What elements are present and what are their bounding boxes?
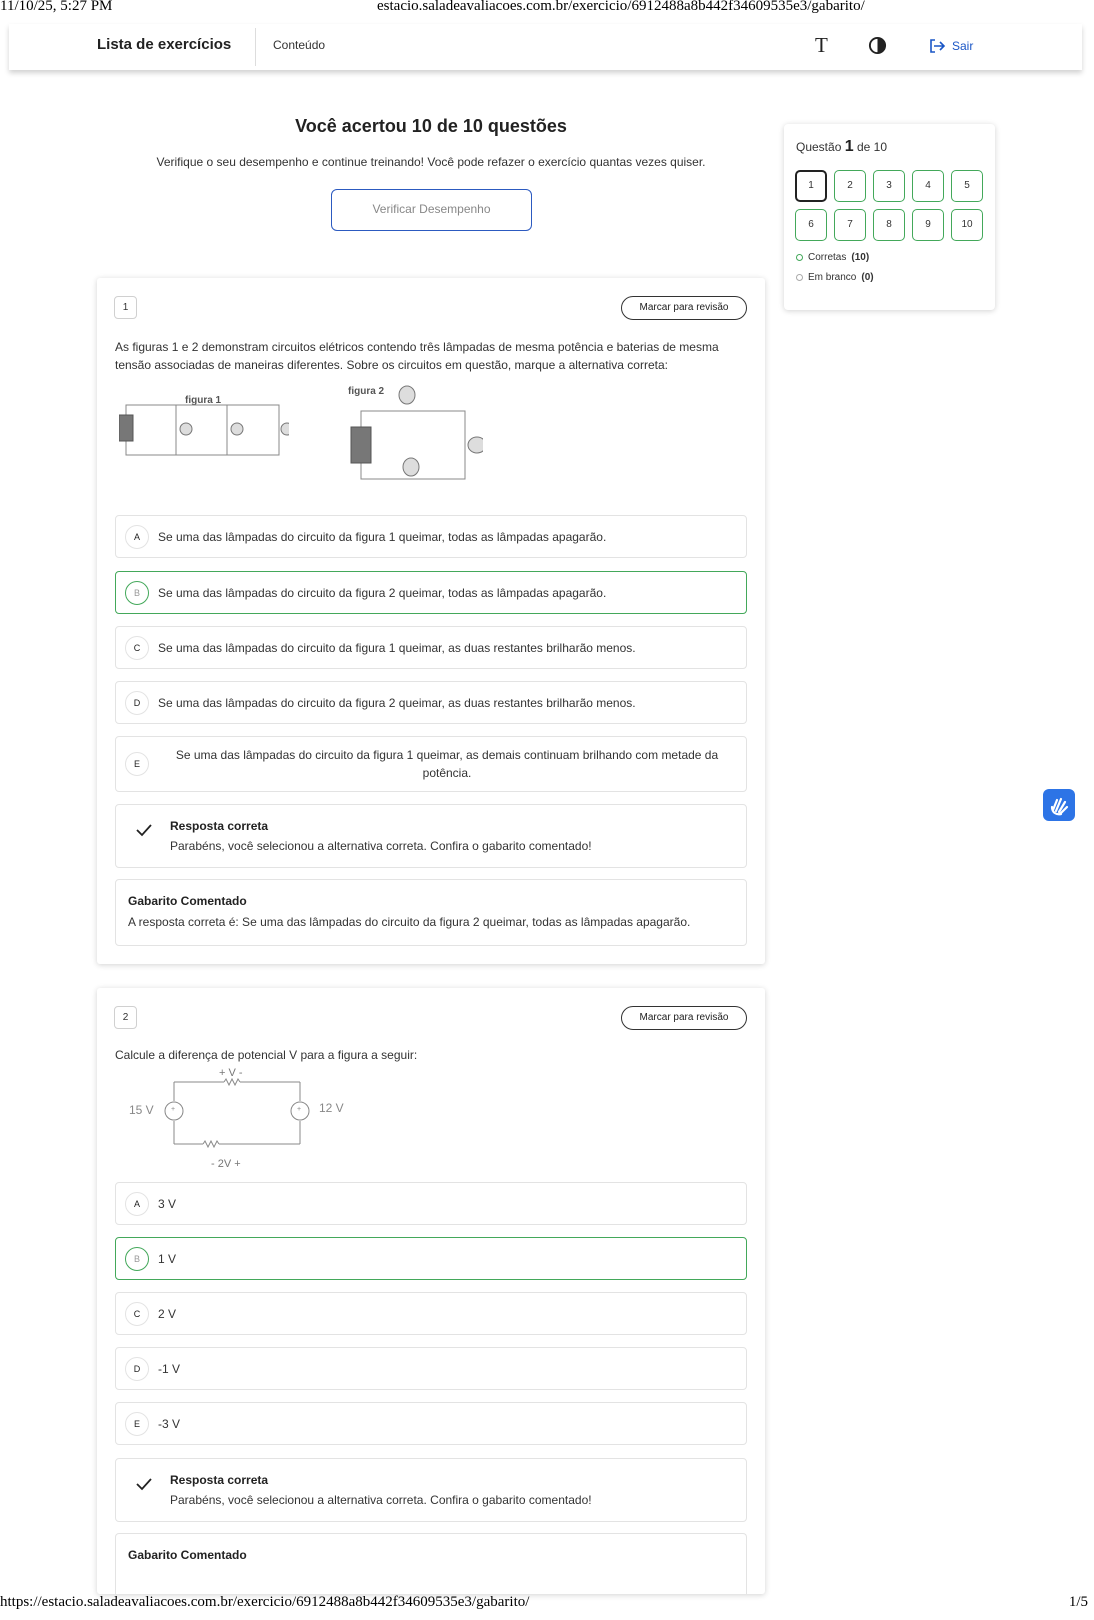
option-e[interactable] [115, 736, 747, 792]
legend-correct-label: Corretas [808, 252, 847, 263]
figure-top-label: + V - [219, 1067, 243, 1079]
navigator-prefix: Questão [796, 140, 842, 154]
commented-answer-box [115, 1533, 747, 1594]
option-text: Se uma das lâmpadas do circuito da figura 1 queimar, todas as lâmpadas apagarão. [158, 529, 607, 544]
gabarito-title: Gabarito Comentado [128, 894, 247, 908]
option-letter: A [125, 525, 149, 549]
question-nav-button[interactable]: 9 [912, 209, 944, 241]
option-letter: B [125, 1247, 149, 1271]
feedback-title: Resposta correta [170, 1473, 269, 1487]
figure2-label: figura 2 [348, 386, 385, 397]
option-a[interactable] [115, 1182, 747, 1225]
logout-button[interactable] [928, 35, 973, 57]
blank-dot-icon [796, 274, 803, 281]
gabarito-text: A resposta correta é: Se uma das lâmpadas do circuito da figura 2 queimar, todas as lâmpadas apagarão. [128, 915, 691, 929]
option-b[interactable] [115, 1237, 747, 1280]
nav-divider [255, 28, 256, 66]
option-text: Se uma das lâmpadas do circuito da figura 1 queimar, as demais continuam brilhando com metade da potência. [175, 748, 719, 780]
navigator-suffix: de 10 [856, 140, 887, 154]
svg-text:+: + [297, 1106, 302, 1113]
question-navigator [784, 124, 995, 310]
figure-right-source: 12 V [319, 1101, 344, 1115]
question-card-1 [97, 278, 765, 964]
option-text: Se uma das lâmpadas do circuito da figura 1 queimar, as duas restantes brilharão menos. [158, 640, 636, 655]
option-text: -3 V [158, 1416, 181, 1431]
circuit-figure-voltage [129, 1066, 359, 1176]
feedback-title: Resposta correta [170, 819, 269, 833]
question-nav-button[interactable]: 8 [873, 209, 905, 241]
contrast-icon[interactable] [868, 36, 887, 55]
option-letter: C [125, 636, 149, 660]
legend-blank [796, 272, 874, 283]
legend-blank-count: (0) [861, 272, 874, 283]
result-subtitle: Verifique o seu desempenho e continue treinando! Você pode refazer o exercício quantas vezes quiser. [156, 155, 706, 169]
option-letter: E [125, 752, 149, 776]
result-title: Você acertou 10 de 10 questões [295, 116, 567, 136]
print-url: estacio.saladeavaliacoes.com.br/exercicio/6912488a8b442f34609535e3/gabarito/ [377, 0, 865, 14]
question-nav-button[interactable]: 4 [912, 170, 944, 202]
feedback-text: Parabéns, você selecionou a alternativa correta. Confira o gabarito comentado! [170, 839, 592, 853]
question-nav-button[interactable]: 2 [834, 170, 866, 202]
mark-review-button[interactable]: Marcar para revisão [621, 296, 747, 320]
option-letter: D [125, 1357, 149, 1381]
page-title: Lista de exercícios [97, 36, 232, 53]
option-letter: C [125, 1302, 149, 1326]
feedback-box [115, 1458, 747, 1522]
print-page-number: 1/5 [1068, 1594, 1088, 1610]
content-link[interactable]: Conteúdo [273, 38, 326, 52]
font-size-icon[interactable]: T [815, 33, 828, 57]
verify-performance-button[interactable]: Verificar Desempenho [331, 189, 532, 231]
legend-blank-label: Em branco [808, 272, 857, 283]
option-d[interactable] [115, 681, 747, 724]
question-text: Calcule a diferença de potencial V para a figura a seguir: [115, 1048, 418, 1062]
option-e[interactable] [115, 1402, 747, 1445]
top-navbar [9, 24, 1082, 70]
figure1-label: figura 1 [185, 395, 222, 406]
feedback-box [115, 804, 747, 868]
question-nav-button[interactable]: 5 [951, 170, 983, 202]
question-nav-button[interactable]: 7 [834, 209, 866, 241]
option-letter: D [125, 691, 149, 715]
figure-bottom-label: - 2V + [211, 1158, 241, 1170]
question-number: 2 [114, 1006, 137, 1029]
svg-text:+: + [171, 1106, 176, 1113]
option-text: -1 V [158, 1361, 181, 1376]
commented-answer-box [115, 879, 747, 946]
print-footer-url: https://estacio.saladeavaliacoes.com.br/exercicio/6912488a8b442f34609535e3/gabarito/ [0, 1594, 530, 1610]
check-icon [135, 1477, 153, 1491]
circuit-figure-1 [119, 383, 289, 465]
logout-label: Sair [952, 39, 974, 53]
accessibility-button[interactable] [1043, 789, 1075, 821]
option-text: 1 V [158, 1251, 177, 1266]
question-nav-button[interactable]: 3 [873, 170, 905, 202]
legend-correct [796, 252, 869, 263]
correct-dot-icon [796, 254, 803, 261]
mark-review-button[interactable]: Marcar para revisão [621, 1006, 747, 1030]
option-text: 3 V [158, 1196, 177, 1211]
option-b[interactable] [115, 571, 747, 614]
check-icon [135, 823, 153, 837]
question-number: 1 [114, 296, 137, 319]
feedback-text: Parabéns, você selecionou a alternativa correta. Confira o gabarito comentado! [170, 1493, 592, 1507]
question-nav-button[interactable]: 1 [795, 170, 827, 202]
figure-left-source: 15 V [129, 1103, 154, 1117]
option-c[interactable] [115, 626, 747, 669]
option-a[interactable] [115, 515, 747, 558]
legend-correct-count: (10) [851, 252, 870, 263]
print-header [0, 0, 1094, 16]
logout-icon [928, 38, 946, 54]
question-card-2 [97, 988, 765, 1594]
circuit-figure-2 [343, 383, 483, 483]
option-letter: A [125, 1192, 149, 1216]
navigator-header [796, 138, 887, 156]
question-text: As figuras 1 e 2 demonstram circuitos elétricos contendo três lâmpadas de mesma potência e baterias de mesma tensão associadas de maneiras diferentes. Sobre os circuitos em questão, marque a alternativa correta: [115, 340, 719, 372]
print-datetime: 11/10/25, 5:27 PM [0, 0, 113, 14]
option-d[interactable] [115, 1347, 747, 1390]
option-text: Se uma das lâmpadas do circuito da figura 2 queimar, as duas restantes brilharão menos. [158, 695, 636, 710]
question-nav-button[interactable]: 10 [951, 209, 983, 241]
option-text: Se uma das lâmpadas do circuito da figura 2 queimar, todas as lâmpadas apagarão. [158, 585, 607, 600]
option-c[interactable] [115, 1292, 747, 1335]
question-nav-button[interactable]: 6 [795, 209, 827, 241]
option-letter: B [125, 581, 149, 605]
gabarito-title: Gabarito Comentado [128, 1548, 247, 1562]
option-text: 2 V [158, 1306, 177, 1321]
option-letter: E [125, 1412, 149, 1436]
sign-language-icon [1043, 789, 1075, 821]
navigator-current: 1 [844, 138, 854, 155]
